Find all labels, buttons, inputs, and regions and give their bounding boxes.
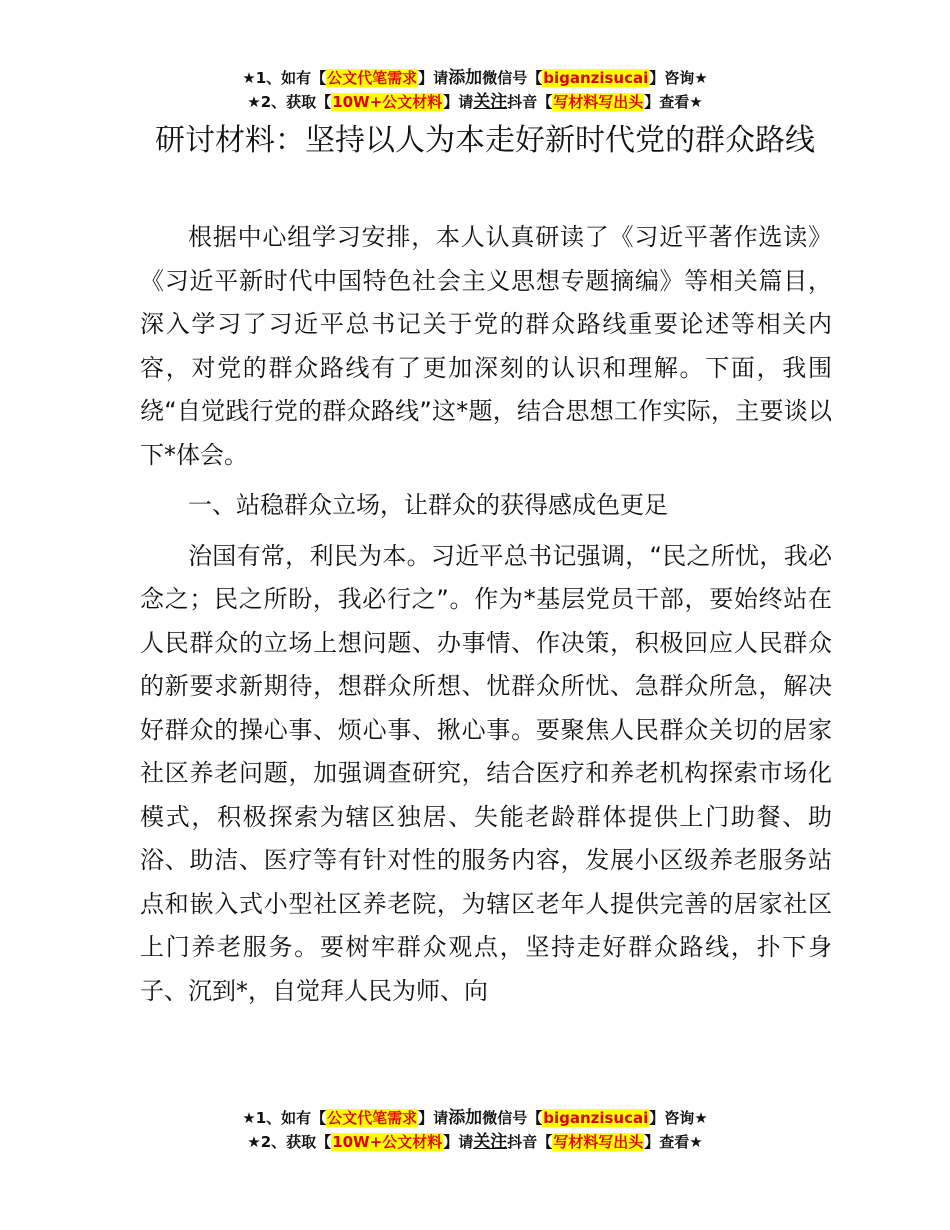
highlight-douyin-id: 写材料写出头 xyxy=(553,1133,644,1151)
highlight-service: 公文代笔需求 xyxy=(327,69,418,87)
highlight-wechat-id: biganzisucai xyxy=(543,69,649,87)
highlight-materials: 10W+公文材料 xyxy=(332,1133,443,1151)
banner-line-1: ★1、如有【公文代笔需求】请添加微信号【biganzisucai】咨询★ xyxy=(242,68,708,88)
highlight-wechat-id: biganzisucai xyxy=(543,1109,649,1127)
section-heading-1: 一、站稳群众立场，让群众的获得感成色更足 xyxy=(188,491,668,519)
banner-line-2: ★2、获取【10W+公文材料】请关注抖音【写材料写出头】查看★ xyxy=(247,92,703,112)
footer-banner xyxy=(0,1106,950,1154)
footer-line-2: ★2、获取【10W+公文材料】请关注抖音【写材料写出头】查看★ xyxy=(247,1132,703,1152)
paragraph-section-1: 治国有常，利民为本。习近平总书记强调，“民之所忧，我必念之；民之所盼，我必行之”。作为*基层党员干部，要始终站在人民群众的立场上想问题、办事情、作决策，积极回应人民群众的新要求新期待，想群众所想、忧群众所忧、急群众所急，解决好群众的操心事、烦心事、揪心事。要聚焦人民群众关切的居家社区养老问题，加强调查研究，结合医疗和养老机构探索市场化模式，积极探索为辖区独居、失能老龄群体提供上门助餐、助浴、助洁、医疗等有针对性的服务内容，发展小区级养老服务站点和嵌入式小型社区养老院，为辖区老年人提供完善的居家社区上门养老服务。要树牢群众观点，坚持走好群众路线，扑下身子、沉到*，自觉拜人民为师、向 xyxy=(140,541,832,1005)
highlight-service: 公文代笔需求 xyxy=(327,1109,418,1127)
paragraph-intro: 根据中心组学习安排，本人认真研读了《习近平著作选读》《习近平新时代中国特色社会主义思想专题摘编》等相关篇目，深入学习了习近平总书记关于党的群众路线重要论述等相关内容，对党的群众路线有了更加深刻的认识和理解。下面，我围绕“自觉践行党的群众路线”这*题，结合思想工作实际，主要谈以下*体会。 xyxy=(140,223,832,469)
document-body xyxy=(140,216,832,1013)
highlight-materials: 10W+公文材料 xyxy=(332,93,443,111)
header-banner xyxy=(0,66,950,114)
footer-line-1: ★1、如有【公文代笔需求】请添加微信号【biganzisucai】咨询★ xyxy=(242,1108,708,1128)
highlight-douyin-id: 写材料写出头 xyxy=(553,93,644,111)
document-title: 研讨材料：坚持以人为本走好新时代党的群众路线 xyxy=(155,123,815,158)
